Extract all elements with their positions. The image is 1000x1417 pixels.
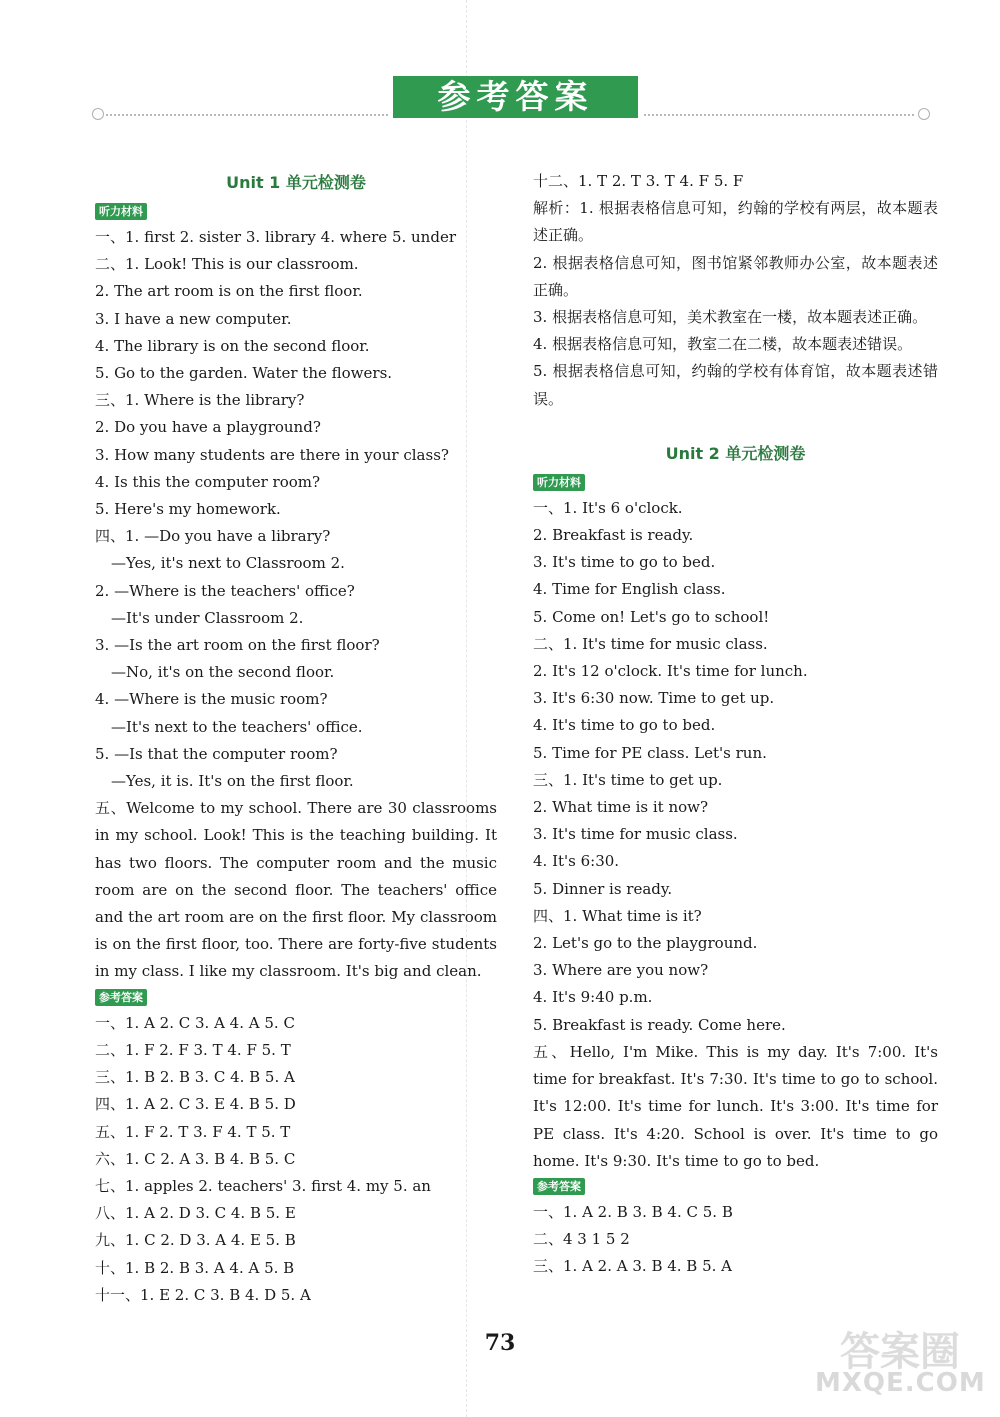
passage-paragraph: 五、Welcome to my school. There are 30 classrooms in my school. Look! This is the teaching building. It has two floors. The computer room and the music room are on the second floor. The teachers' office and the art room are on the first floor. My classroom is on the first floor, too. There are forty-five students in my class. I like my classroom. It's big and clean. [95,799,497,981]
left-column [95,168,497,1309]
answer-line: 3. I have a new computer. [95,309,292,328]
dialogue-reply: —Yes, it's next to Classroom 2. [111,554,345,573]
explanation-item: 解析：1. 根据表格信息可知，约翰的学校有两层，故本题表述正确。 [533,199,938,245]
answer-line: 十二、1. T 2. T 3. T 4. F 5. F [533,172,744,190]
answer-line: 3. How many students are there in your class? [95,445,449,464]
answer-line: 3. Where are you now? [533,961,709,980]
right-column [533,168,938,1281]
unit-heading: Unit 1 单元检测卷 [226,173,366,192]
answer-line: 4. It's 9:40 p.m. [533,988,653,1007]
dialogue-reply: —It's under Classroom 2. [111,608,304,627]
answer-line: 一、1. It's 6 o'clock. [533,498,683,517]
answer-line: 5. Here's my homework. [95,500,281,519]
unit-heading: Unit 2 单元检测卷 [665,443,806,463]
answer-line: 四、1. What time is it? [533,906,702,925]
answer-line: 十、1. B 2. B 3. A 4. A 5. B [95,1258,295,1277]
answer-line: 三、1. Where is the library? [95,391,305,410]
answer-line: 5. Time for PE class. Let's run. [533,743,767,762]
answer-line: 4. Time for English class. [533,580,726,599]
answer-line: 4. Is this the computer room? [95,472,321,491]
answer-line: 2. It's 12 o'clock. It's time for lunch. [533,662,808,681]
answer-line: 三、1. A 2. A 3. B 4. B 5. A [533,1257,733,1276]
answer-line: 5. Breakfast is ready. Come here. [533,1015,786,1034]
answer-line: 九、1. C 2. D 3. A 4. E 5. B [95,1231,296,1250]
answer-line: 4. The library is on the second floor. [95,336,370,355]
explanation-item: 5. 根据表格信息可知，约翰的学校有体育馆，故本题表述错误。 [533,362,938,408]
dialogue-reply: —Yes, it is. It's on the first floor. [111,772,354,791]
answer-line: 5. —Is that the computer room? [95,744,338,763]
answer-line: 5. Come on! Let's go to school! [533,607,770,626]
answer-line: 六、1. C 2. A 3. B 4. B 5. C [95,1149,296,1168]
answer-line: 二、4 3 1 5 2 [533,1230,630,1249]
answer-line: 十一、1. E 2. C 3. B 4. D 5. A [95,1285,311,1304]
section-tag-row [533,1175,938,1199]
dialogue-reply: —It's next to the teachers' office. [111,717,363,736]
answer-line: 2. —Where is the teachers' office? [95,581,355,600]
section-tag: 听力材料 [533,474,585,491]
answer-line: 四、1. A 2. C 3. E 4. B 5. D [95,1095,296,1114]
header-dotted-rule-right [644,114,914,116]
answer-line: 3. It's time to go to bed. [533,553,716,572]
dialogue-reply: —No, it's on the second floor. [111,663,335,682]
header-ring-right [918,108,930,120]
answer-line: 3. It's 6:30 now. Time to get up. [533,689,775,708]
answer-line: 2. The art room is on the first floor. [95,282,363,301]
section-tag: 听力材料 [95,203,147,220]
answer-line: 4. 根据表格信息可知，教室二在二楼，故本题表述错误。 [533,335,913,354]
answer-line: 一、1. A 2. C 3. A 4. A 5. C [95,1013,295,1032]
header-dotted-rule-left [106,114,388,116]
answer-line: 二、1. It's time for music class. [533,634,768,653]
section-spacer [533,413,938,439]
answer-line: 三、1. It's time to get up. [533,770,723,789]
answer-line: 二、1. Look! This is our classroom. [95,255,359,274]
answer-line: 一、1. A 2. B 3. B 4. C 5. B [533,1202,733,1221]
answer-line: 2. Let's go to the playground. [533,934,758,953]
explanation-item: 3. 根据表格信息可知，美术教室在一楼，故本题表述正确。 [533,308,928,327]
answer-line: 八、1. A 2. D 3. C 4. B 5. E [95,1204,296,1223]
watermark-logo: 答案圈 [840,1329,960,1375]
answer-line: 五、1. F 2. T 3. F 4. T 5. T [95,1122,291,1141]
answer-line: 二、1. F 2. F 3. T 4. F 5. T [95,1040,291,1059]
section-tag-row [95,986,497,1010]
passage-paragraph: 五、Hello, I'm Mike. This is my day. It's 7:00. It's time for breakfast. It's 7:30. It's time to go to school. It's 12:00. It's time for lunch. It's 3:00. It's time for PE class. It's 4:20. School is over. It's time to go home. It's 9:30. It's time to go to bed. [533,1042,938,1170]
answer-line: 5. Go to the garden. Water the flowers. [95,364,393,383]
answer-line: 2. What time is it now? [533,798,709,817]
answer-line: 一、1. first 2. sister 3. library 4. where 5. under [95,228,456,246]
answer-line: 3. —Is the art room on the first floor? [95,636,380,655]
answer-line: 5. Dinner is ready. [533,879,673,898]
page-title: 参考答案 [393,76,638,118]
answer-line: 四、1. —Do you have a library? [95,527,331,546]
section-tag: 参考答案 [95,989,147,1006]
section-tag-row [533,471,938,495]
answer-line: 2. Do you have a playground? [95,418,321,437]
answer-line: 七、1. apples 2. teachers' 3. first 4. my 5. an [95,1176,431,1195]
header-ring-left [92,108,104,120]
answer-line: 4. It's 6:30. [533,852,620,871]
answer-line: 2. Breakfast is ready. [533,526,694,545]
answer-line: 4. —Where is the music room? [95,690,328,709]
answer-line: 4. It's time to go to bed. [533,716,716,735]
section-tag: 参考答案 [533,1178,585,1195]
answer-line: 三、1. B 2. B 3. C 4. B 5. A [95,1068,295,1087]
section-tag-row [95,200,497,224]
explanation-item: 2. 根据表格信息可知，图书馆紧邻教师办公室，故本题表述正确。 [533,253,938,299]
watermark-url: MXQE.COM [815,1368,986,1398]
page-number: 73 [484,1330,516,1356]
watermark [815,1320,985,1410]
answer-line: 3. It's time for music class. [533,825,738,844]
